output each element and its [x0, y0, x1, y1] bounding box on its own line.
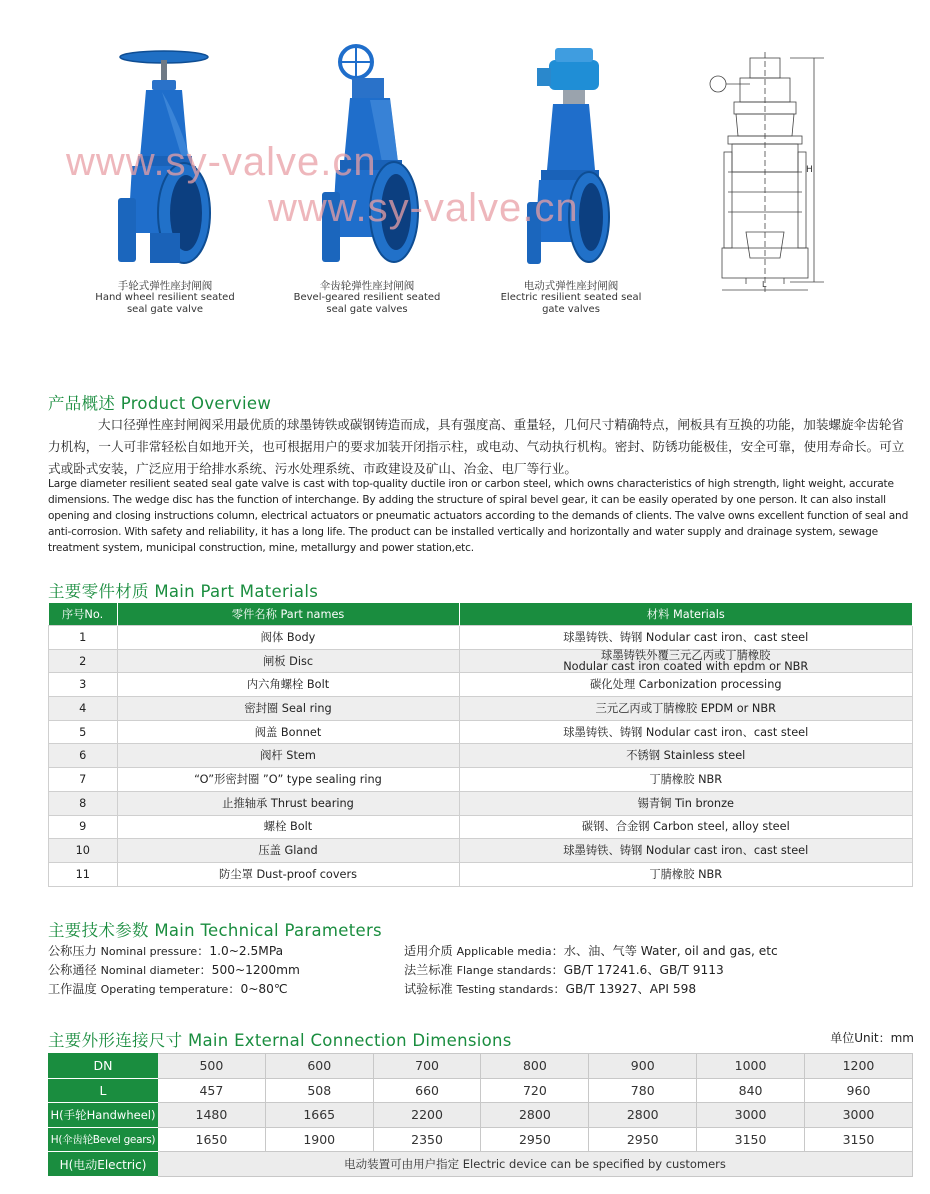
product-caption-bevel-gear [282, 280, 452, 316]
cell: 660 [373, 1078, 481, 1103]
row-material: 三元乙丙或丁腈橡胶 EPDM or NBR [459, 697, 913, 721]
table-row [49, 1152, 913, 1177]
product-caption-en: Hand wheel resilient seated [95, 292, 235, 303]
table-row [49, 862, 913, 886]
cell: 1000 [697, 1054, 805, 1079]
cell: 1665 [265, 1103, 373, 1128]
overview-text-cn: 大口径弹性座封闸阀采用最优质的球墨铸铁或碳钢铸造而成，具有强度高、重量轻，几何尺寸精确特点，闸板具有互换的功能，加装螺旋伞齿轮省力机构，一人可非常轻松自如地开关，也可根据用户的要求加装开闭指示柱，或电动、气动执行机构。密封、防锈功能极佳，安全可靠，使用寿命长。可立式或卧式安装，广泛应用于给排水系统、污水处理系统、市政建设及矿山、冶金、电厂等行业。 [48, 417, 905, 476]
cell: 2800 [481, 1103, 589, 1128]
cell: 2950 [481, 1127, 589, 1152]
overview-text-en: Large diameter resilient seated seal gate valve is cast with top-quality ductile iron or carbon steel, which owns characteristics of high strength, light weight, accurate dimensions. The wedge disc has the function of interchange. By adding the structure of spiral bevel gear, it can be easily operated by one person. It can also install opening and closing instructions column, electrical actuators or pneumatic actuators according to the demands of clients. The valve owns excellent function of seal and anti-corrosion. With safety and reliability, it has a long life. The product can be installed vertically and horizontally and water supply and drainage system, sewage treatment system, municipal construction, mine, metallurgy and power station,etc. [48, 478, 909, 554]
electric-note: 电动装置可由用户指定 Electric device can be specified by customers [158, 1152, 913, 1177]
dimension-h-label: H [806, 165, 813, 175]
row-material-line1: 球墨铸铁外覆三元乙丙或丁腈橡胶 [601, 649, 771, 663]
dimension-l-label: L [762, 280, 767, 289]
cell: 720 [481, 1078, 589, 1103]
cell: 960 [804, 1078, 912, 1103]
row-part: 密封圈 Seal ring [117, 697, 459, 721]
row-no: 7 [49, 768, 118, 792]
cell: 2950 [589, 1127, 697, 1152]
cell: 1900 [265, 1127, 373, 1152]
row-part: 阀体 Body [117, 626, 459, 650]
row-part: “O”形密封圈 ”O” type sealing ring [117, 768, 459, 792]
row-material: 锡青铜 Tin bronze [459, 791, 913, 815]
row-material: 碳钢、合金钢 Carbon steel, alloy steel [459, 815, 913, 839]
row-material: 球墨铸铁、铸钢 Nodular cast iron、cast steel [459, 839, 913, 863]
row-material [459, 649, 913, 673]
materials-header-row [49, 603, 913, 626]
cell: 840 [697, 1078, 805, 1103]
row-material: 球墨铸铁、铸钢 Nodular cast iron、cast steel [459, 626, 913, 650]
column-header-no: 序号No. [49, 603, 118, 626]
cell: 3150 [804, 1127, 912, 1152]
row-material: 丁腈橡胶 NBR [459, 862, 913, 886]
row-part: 螺栓 Bolt [117, 815, 459, 839]
electric-valve-image [527, 42, 613, 274]
row-part: 闸板 Disc [117, 649, 459, 673]
cell: 2800 [589, 1103, 697, 1128]
param-operating-temperature: 工作温度 Operating temperature：0~80℃ [48, 982, 288, 996]
cell: 2350 [373, 1127, 481, 1152]
row-material: 丁腈橡胶 NBR [459, 768, 913, 792]
technical-title: 主要技术参数 Main Technical Parameters [48, 921, 382, 940]
param-nominal-diameter: 公称通径 Nominal diameter：500~1200mm [48, 963, 300, 977]
product-caption-en: seal gate valves [326, 304, 408, 315]
row-part: 阀杆 Stem [117, 744, 459, 768]
table-row [49, 720, 913, 744]
row-no: 8 [49, 791, 118, 815]
table-row [49, 839, 913, 863]
unit-label: 单位Unit：mm [830, 1031, 914, 1045]
param-applicable-media: 适用介质 Applicable media：水、油、气等 Water, oil and gas, etc [404, 944, 778, 958]
materials-table [48, 603, 913, 887]
cell: 500 [158, 1054, 266, 1079]
dimensions-title: 主要外形连接尺寸 Main External Connection Dimensions [48, 1031, 512, 1050]
row-material-line2: Nodular cast iron coated with epdm or NBR [563, 660, 809, 674]
row-no: 9 [49, 815, 118, 839]
cell: 900 [589, 1054, 697, 1079]
product-caption-en: gate valves [542, 304, 600, 315]
table-row [49, 697, 913, 721]
cell: 457 [158, 1078, 266, 1103]
table-row [49, 626, 913, 650]
row-label: L [49, 1078, 158, 1103]
cell: 508 [265, 1078, 373, 1103]
table-row [49, 1103, 913, 1128]
cell: 780 [589, 1078, 697, 1103]
watermark: www.sy-valve.cn [66, 140, 377, 184]
table-row [49, 791, 913, 815]
materials-title: 主要零件材质 Main Part Materials [48, 582, 319, 601]
technical-params-left [48, 942, 300, 999]
product-caption-en: seal gate valve [126, 304, 204, 315]
row-label: DN [49, 1054, 158, 1079]
row-no: 4 [49, 697, 118, 721]
cell: 1480 [158, 1103, 266, 1128]
row-material: 碳化处理 Carbonization processing [459, 673, 913, 697]
product-caption-cn: 伞齿轮弹性座封闸阀 [319, 280, 415, 292]
column-header-part: 零件名称 Part names [117, 603, 459, 626]
row-part: 阀盖 Bonnet [117, 720, 459, 744]
param-testing-standards: 试验标准 Testing standards：GB/T 13927、API 598 [404, 982, 697, 996]
row-no: 6 [49, 744, 118, 768]
table-row [49, 768, 913, 792]
table-row [49, 1078, 913, 1103]
product-caption-en: Bevel-geared resilient seated [293, 292, 441, 303]
product-caption-cn: 手轮式弹性座封闸阀 [117, 280, 213, 292]
column-header-material: 材料 Materials [459, 603, 913, 626]
row-part: 止推轴承 Thrust bearing [117, 791, 459, 815]
technical-params-right [404, 942, 778, 999]
overview-title: 产品概述 Product Overview [48, 394, 272, 413]
product-caption-en: Electric resilient seated seal [500, 292, 642, 303]
row-no: 1 [49, 626, 118, 650]
param-flange-standards: 法兰标准 Flange standards：GB/T 17241.6、GB/T 9113 [404, 963, 724, 977]
cell: 800 [481, 1054, 589, 1079]
param-nominal-pressure: 公称压力 Nominal pressure：1.0~2.5MPa [48, 944, 284, 958]
row-label: H(手轮Handwheel) [49, 1103, 158, 1128]
row-no: 2 [49, 649, 118, 673]
cell: 3000 [804, 1103, 912, 1128]
row-no: 11 [49, 862, 118, 886]
cell: 1650 [158, 1127, 266, 1152]
table-row [49, 673, 913, 697]
product-caption-electric [486, 280, 656, 316]
watermark: www.sy-valve.cn [268, 186, 579, 230]
cell: 3150 [697, 1127, 805, 1152]
row-material: 不锈钢 Stainless steel [459, 744, 913, 768]
row-no: 5 [49, 720, 118, 744]
table-row [49, 1127, 913, 1152]
row-part: 防尘罩 Dust-proof covers [117, 862, 459, 886]
row-part: 内六角螺栓 Bolt [117, 673, 459, 697]
row-material: 球墨铸铁、铸钢 Nodular cast iron、cast steel [459, 720, 913, 744]
table-row [49, 815, 913, 839]
cell: 2200 [373, 1103, 481, 1128]
row-no: 3 [49, 673, 118, 697]
table-row [49, 1054, 913, 1079]
row-label: H(电动Electric) [49, 1152, 158, 1177]
product-caption-hand-wheel [80, 280, 250, 316]
cell: 700 [373, 1054, 481, 1079]
cell: 1200 [804, 1054, 912, 1079]
cell: 600 [265, 1054, 373, 1079]
cell: 3000 [697, 1103, 805, 1128]
dimensions-table [48, 1053, 913, 1177]
row-part: 压盖 Gland [117, 839, 459, 863]
product-caption-cn: 电动式弹性座封闸阀 [523, 280, 619, 292]
row-label: H(伞齿轮Bevel gears) [49, 1127, 158, 1152]
table-row [49, 744, 913, 768]
technical-drawing [706, 52, 828, 298]
table-row [49, 649, 913, 673]
row-no: 10 [49, 839, 118, 863]
